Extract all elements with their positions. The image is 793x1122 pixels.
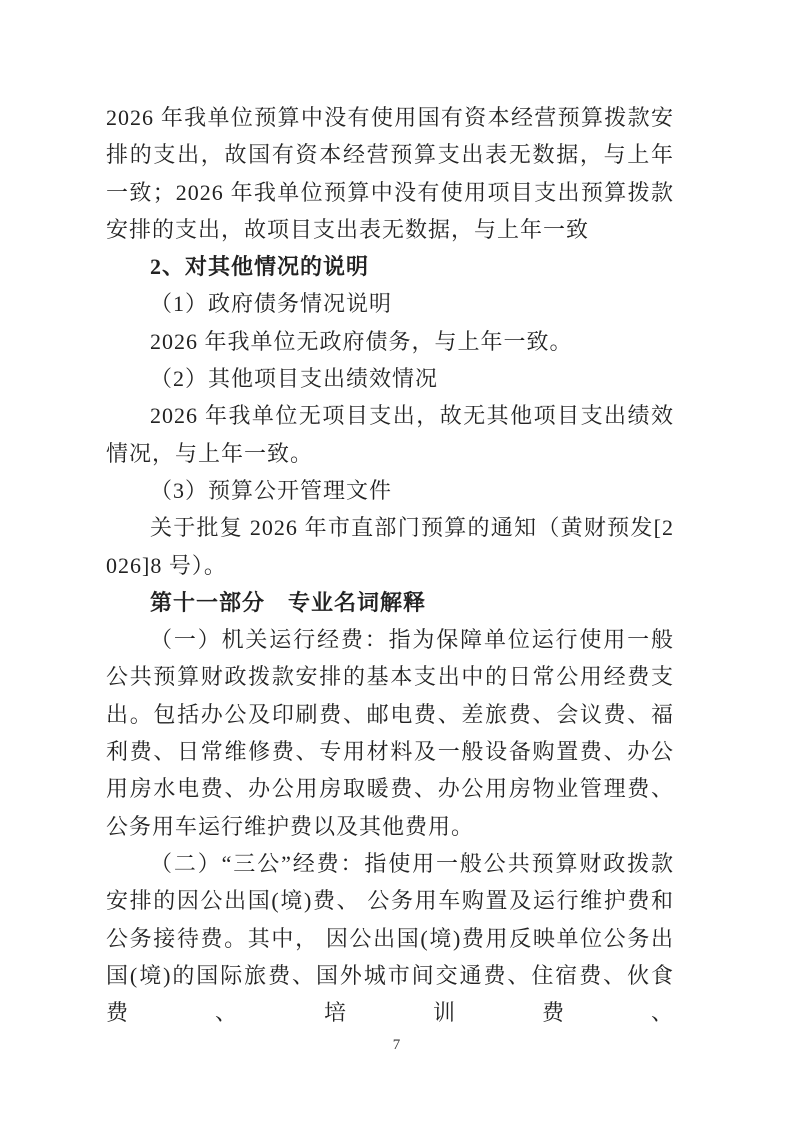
- document-body: [106, 99, 674, 1031]
- paragraph-subheading: 2、对其他情况的说明: [150, 254, 370, 280]
- paragraph-heading: 第十一部分 专业名词解释: [150, 589, 427, 615]
- paragraph-body: （二）“三公”经费：指使用一般公共预算财政拨款安排的因公出国(境)费、 公务用车购置及运行维护费和公务接待费。其中， 因公出国(境)费用反映单位公务出国(境)的国际旅费、国外城市间交通费、住宿费、伙食费、培训费、: [106, 850, 674, 1026]
- paragraph-body: （3）预算公开管理文件: [150, 477, 393, 503]
- paragraph-body: （一）机关运行经费：指为保障单位运行使用一般公共预算财政拨款安排的基本支出中的日常公用经费支出。包括办公及印刷费、邮电费、差旅费、会议费、福利费、日常维修费、专用材料及一般设备购置费、办公用房水电费、办公用房取暖费、办公用房物业管理费、公务用车运行维护费以及其他费用。: [106, 627, 674, 839]
- paragraph-body: 2026 年我单位预算中没有使用国有资本经营预算拨款安排的支出，故国有资本经营预算支出表无数据，与上年一致；2026 年我单位预算中没有使用项目支出预算拨款安排的支出，故项目支出表无数据，与上年一致: [106, 105, 674, 242]
- paragraph-body: 关于批复 2026 年市直部门预算的通知（黄财预发[2026]8 号）。: [106, 515, 674, 578]
- paragraph-body: （1）政府债务情况说明: [150, 291, 393, 317]
- paragraph-body: 2026 年我单位无政府债务，与上年一致。: [150, 328, 573, 354]
- page-number: 7: [392, 1037, 401, 1053]
- paragraph-body: 2026 年我单位无项目支出，故无其他项目支出绩效情况，与上年一致。: [106, 403, 674, 466]
- paragraph-body: （2）其他项目支出绩效情况: [150, 366, 439, 392]
